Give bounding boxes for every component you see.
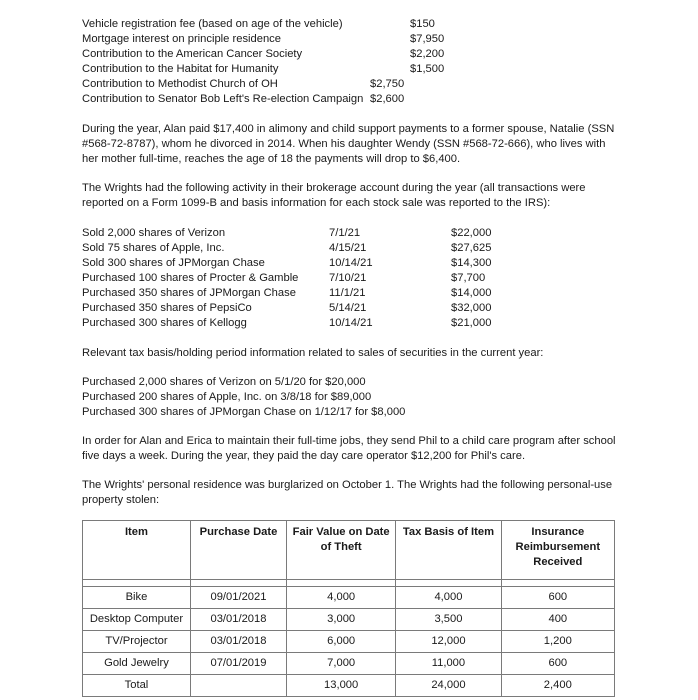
- cell-item: TV/Projector: [83, 631, 191, 653]
- cell-fair-value: 6,000: [287, 631, 396, 653]
- transaction-amount: $21,000: [451, 317, 492, 329]
- transaction-amount: $27,625: [451, 242, 492, 254]
- transaction-amount: $32,000: [451, 302, 492, 314]
- table-row: [83, 631, 615, 653]
- cell-fair-value: 4,000: [287, 587, 396, 609]
- cell-fair-value: 13,000: [287, 675, 396, 697]
- deduction-amount: $1,500: [410, 63, 445, 75]
- deduction-label: Contribution to the Habitat for Humanity: [82, 63, 279, 75]
- cell-insurance: 600: [501, 653, 614, 675]
- deduction-label: Contribution to Senator Bob Left's Re-election Campaign: [82, 93, 364, 105]
- transaction-date: 7/10/21: [329, 272, 367, 284]
- cell-purchase-date: 03/01/2018: [190, 631, 286, 653]
- table-row: [83, 587, 615, 609]
- cell-insurance: 400: [501, 609, 614, 631]
- cell-tax-basis: 12,000: [396, 631, 501, 653]
- header-tax-basis: Tax Basis of Item: [396, 521, 501, 580]
- table-row: [83, 609, 615, 631]
- theft-table: [82, 520, 615, 697]
- cell-item: Total: [83, 675, 191, 697]
- cell-purchase-date: [190, 675, 286, 697]
- cell-purchase-date: 07/01/2019: [190, 653, 286, 675]
- cell-insurance: 600: [501, 587, 614, 609]
- deduction-label: Vehicle registration fee (based on age of the vehicle): [82, 18, 343, 30]
- cell-purchase-date: 03/01/2018: [190, 609, 286, 631]
- deduction-label: Mortgage interest on principle residence: [82, 33, 281, 45]
- deduction-amount: $7,950: [410, 33, 445, 45]
- cell-item: Gold Jewelry: [83, 653, 191, 675]
- transaction-date: 10/14/21: [329, 317, 373, 329]
- transaction-desc: Sold 2,000 shares of Verizon: [82, 227, 226, 239]
- deduction-label: Contribution to the American Cancer Society: [82, 48, 303, 60]
- basis-line: Purchased 300 shares of JPMorgan Chase on 1/12/17 for $8,000: [82, 406, 406, 418]
- basis-heading: Relevant tax basis/holding period information related to sales of securities in the current year:: [82, 347, 544, 359]
- cell-tax-basis: 11,000: [396, 653, 501, 675]
- basis-line: Purchased 2,000 shares of Verizon on 5/1/20 for $20,000: [82, 376, 366, 388]
- header-item: Item: [83, 521, 191, 580]
- childcare-paragraph: In order for Alan and Erica to maintain their full-time jobs, they send Phil to a child care program after school five days a week. During the year, they paid the day care operator $12,200 for Phil's care.: [82, 435, 616, 462]
- burglary-paragraph: The Wrights' personal residence was burglarized on October 1. The Wrights had the following personal-use property stolen:: [82, 479, 613, 506]
- deduction-amount: $2,750: [370, 78, 405, 90]
- header-purchase-date: Purchase Date: [190, 521, 286, 580]
- cell-tax-basis: 4,000: [396, 587, 501, 609]
- transaction-date: 11/1/21: [329, 287, 366, 299]
- transaction-amount: $7,700: [451, 272, 486, 284]
- cell-fair-value: 7,000: [287, 653, 396, 675]
- header-fair-value: Fair Value on Date of Theft: [287, 521, 396, 580]
- deduction-amount: $2,200: [410, 48, 445, 60]
- cell-tax-basis: 3,500: [396, 609, 501, 631]
- transaction-desc: Purchased 300 shares of Kellogg: [82, 317, 247, 329]
- transaction-date: 10/14/21: [329, 257, 373, 269]
- header-insurance: Insurance Reimbursement Received: [501, 521, 614, 580]
- transaction-date: 7/1/21: [329, 227, 361, 239]
- deduction-amount: $150: [410, 18, 435, 30]
- transaction-amount: $14,000: [451, 287, 492, 299]
- basis-line: Purchased 200 shares of Apple, Inc. on 3/8/18 for $89,000: [82, 391, 372, 403]
- theft-table-spacer-row: [83, 580, 615, 587]
- alimony-paragraph: During the year, Alan paid $17,400 in alimony and child support payments to a former spouse, Natalie (SSN #568-72-8787), whom he divorced in 2014. When his daughter Wendy (SSN #568-72-666), who lives with her mother full-time, reaches the age of 18 the payments will drop to $6,400.: [82, 123, 615, 165]
- transaction-date: 4/15/21: [329, 242, 367, 254]
- deduction-amount: $2,600: [370, 93, 405, 105]
- transaction-date: 5/14/21: [329, 302, 367, 314]
- deduction-label: Contribution to Methodist Church of OH: [82, 78, 278, 90]
- table-row: [83, 653, 615, 675]
- transaction-amount: $22,000: [451, 227, 492, 239]
- cell-fair-value: 3,000: [287, 609, 396, 631]
- cell-item: Desktop Computer: [83, 609, 191, 631]
- transaction-desc: Purchased 350 shares of PepsiCo: [82, 302, 252, 314]
- cell-item: Bike: [83, 587, 191, 609]
- theft-table-header-row: [83, 521, 615, 580]
- cell-purchase-date: 09/01/2021: [190, 587, 286, 609]
- cell-insurance: 1,200: [501, 631, 614, 653]
- cell-tax-basis: 24,000: [396, 675, 501, 697]
- brokerage-paragraph: The Wrights had the following activity in their brokerage account during the year (all transactions were reported on a Form 1099-B and basis information for each stock sale was reported to the IRS):: [82, 182, 586, 209]
- transaction-amount: $14,300: [451, 257, 492, 269]
- transaction-desc: Sold 300 shares of JPMorgan Chase: [82, 257, 265, 269]
- table-row-total: [83, 675, 615, 697]
- transaction-desc: Sold 75 shares of Apple, Inc.: [82, 242, 225, 254]
- transaction-desc: Purchased 350 shares of JPMorgan Chase: [82, 287, 296, 299]
- cell-insurance: 2,400: [501, 675, 614, 697]
- transaction-desc: Purchased 100 shares of Procter & Gamble: [82, 272, 299, 284]
